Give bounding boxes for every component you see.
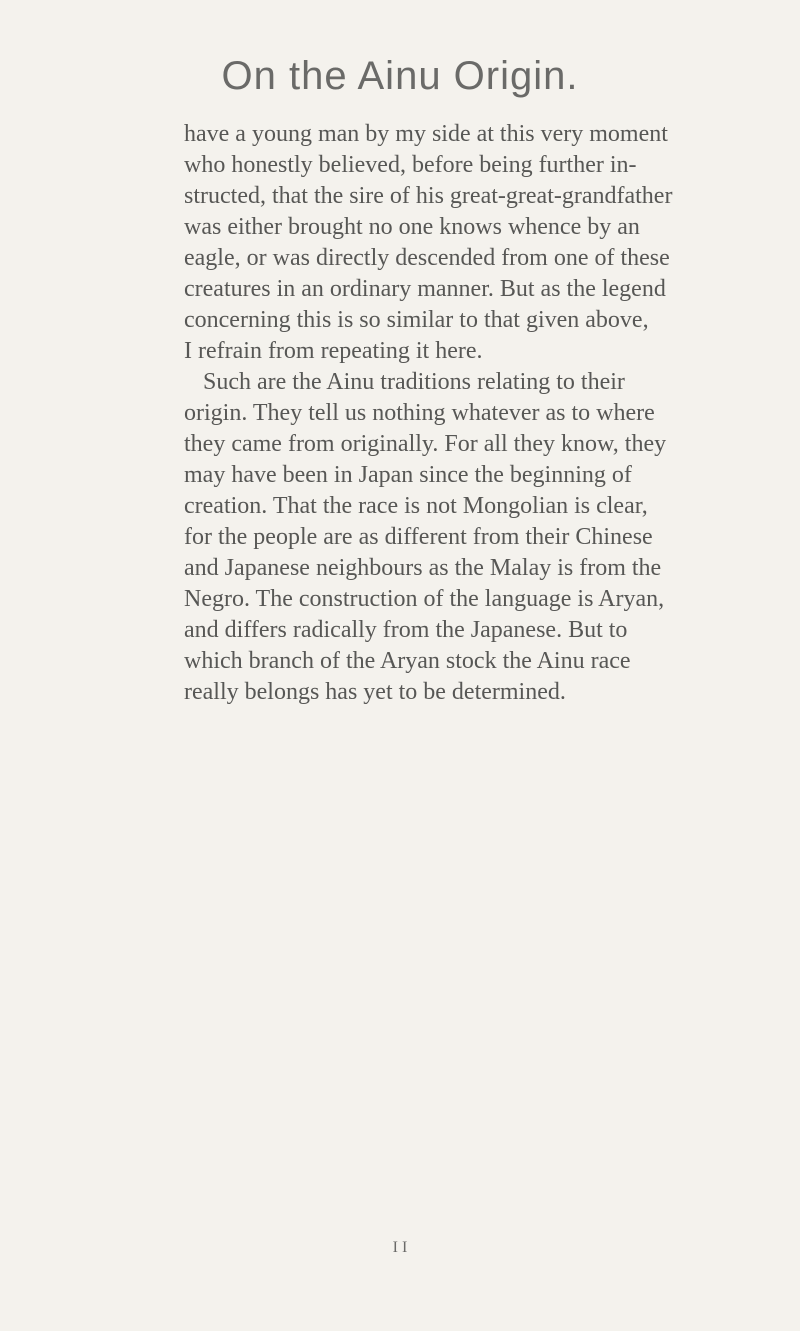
running-head: On the Ainu Origin.: [221, 54, 579, 98]
text-line: have a young man by my side at this very moment: [184, 121, 668, 147]
text-line: which branch of the Aryan stock the Ainu race: [184, 648, 631, 674]
text-line: creation. That the race is not Mongolian is clear,: [184, 493, 648, 519]
text-line: and Japanese neighbours as the Malay is from the: [184, 555, 662, 581]
text-line: and differs radically from the Japanese. But to: [184, 617, 628, 643]
text-line: who honestly believed, before being further in-: [184, 152, 637, 178]
text-line: Negro. The construction of the language is Aryan,: [184, 586, 665, 612]
text-line: I refrain from repeating it here.: [184, 338, 483, 364]
page-number: I I: [392, 1239, 408, 1256]
text-line: eagle, or was directly descended from one of these: [184, 245, 670, 271]
text-line: creatures in an ordinary manner. But as the legend: [184, 276, 666, 302]
text-line: they came from originally. For all they know, they: [184, 431, 667, 457]
text-line: really belongs has yet to be determined.: [184, 679, 566, 705]
text-line: for the people are as different from their Chinese: [184, 524, 653, 550]
text-line: origin. They tell us nothing whatever as to where: [184, 400, 655, 426]
text-line: may have been in Japan since the beginning of: [184, 462, 632, 488]
text-line: structed, that the sire of his great-great-grandfather: [184, 183, 673, 209]
text-line: was either brought no one knows whence by an: [184, 214, 640, 240]
paragraph-first-line: Such are the Ainu traditions relating to their: [203, 369, 625, 395]
text-line: concerning this is so similar to that given above,: [184, 307, 649, 333]
